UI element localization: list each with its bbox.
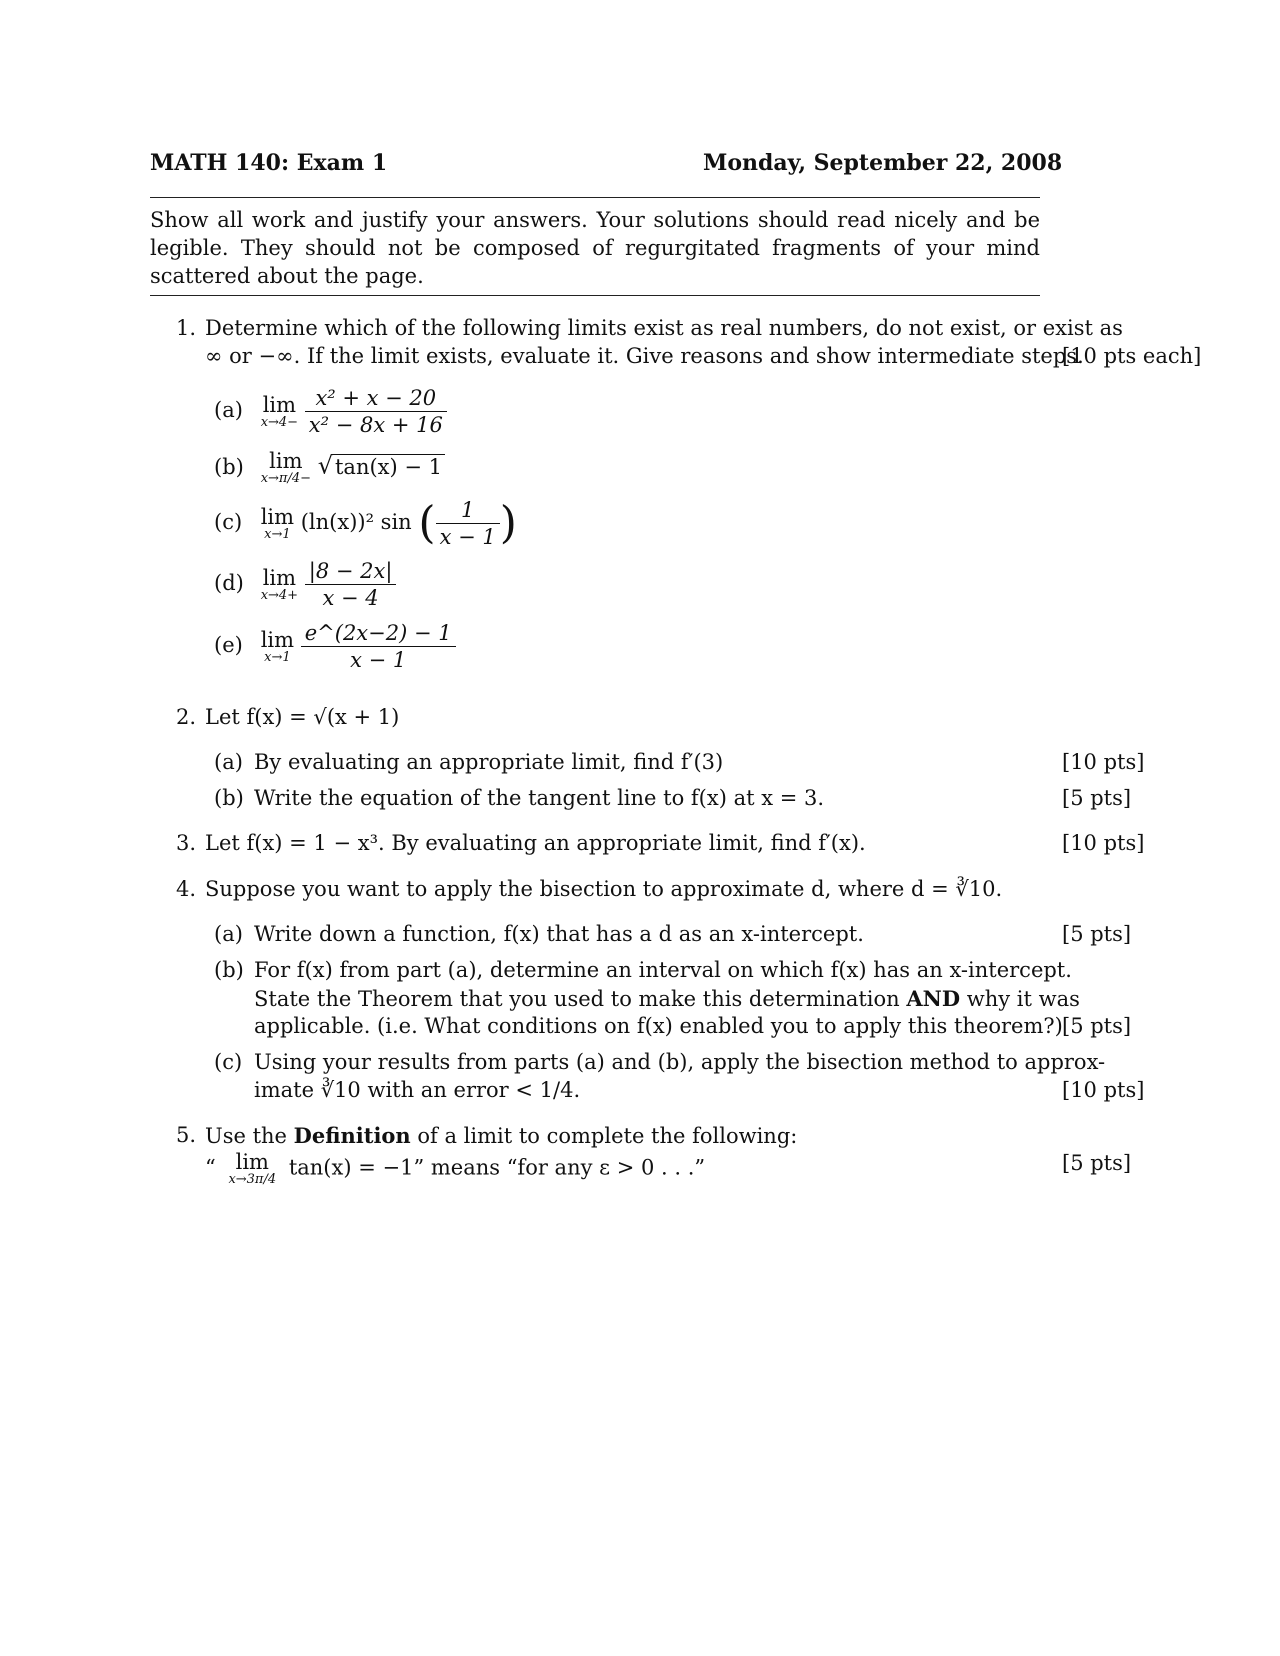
q2a-text: By evaluating an appropriate limit, find f′(3) [254, 750, 724, 774]
q2b-points: [5 pts] [1062, 786, 1132, 810]
q1c-expression: (ln(x))² sin [300, 510, 412, 534]
q3-number: 3. [176, 831, 197, 855]
q5-lim-sub: x→3π/4 [228, 1172, 277, 1187]
instructions: Show all work and justify your answers. Your solutions should read nicely and be legible. They should not be composed of regurgitated fragments of your mind scattered about the page. [150, 208, 1040, 288]
q1a-denominator: x² − 8x + 16 [308, 413, 443, 437]
q3-points: [10 pts] [1062, 831, 1145, 855]
q4b-and-emphasis: AND [906, 986, 961, 1011]
q4c-line2: imate ∛10 with an error < 1/4. [254, 1078, 581, 1102]
q1-points: [10 pts each] [1062, 344, 1202, 368]
q1a-fraction [305, 385, 447, 438]
q4a-label: (a) [214, 922, 243, 946]
q5-statement-text: tan(x) = −1” means “for any ε > 0 . . .” [288, 1155, 706, 1180]
q4a-text: Write down a function, f(x) that has a d as an x-intercept. [254, 922, 864, 946]
exam-date: Monday, September 22, 2008 [703, 150, 1063, 176]
q1d [214, 558, 396, 611]
q4b-line2-start: State the Theorem that you used to make this determination [254, 987, 907, 1011]
q1b-limit [261, 450, 311, 486]
q1d-fraction [305, 558, 397, 611]
q4b-line2-end: why it was [960, 987, 1080, 1011]
q5-statement [205, 1151, 705, 1187]
q1e-fraction [301, 620, 456, 673]
q2b-label: (b) [214, 786, 244, 810]
q5-text [205, 1123, 797, 1148]
q4b-line1: For f(x) from part (a), determine an interval on which f(x) has an x-intercept. [254, 958, 1072, 982]
left-paren-icon: ( [418, 497, 436, 549]
course-title: MATH 140: Exam 1 [150, 150, 388, 176]
q1c-lim-sub: x→1 [264, 526, 291, 542]
q4b-points: [5 pts] [1062, 1014, 1132, 1038]
q4-number: 4. [176, 877, 197, 901]
q1a-lim-sub: x→4− [260, 414, 299, 430]
q2b-text: Write the equation of the tangent line to f(x) at x = 3. [254, 786, 825, 810]
q1b-lim-word: lim [269, 449, 303, 473]
q1b-radicand: tan(x) − 1 [333, 454, 445, 479]
q1e-denominator: x − 1 [350, 648, 407, 672]
q1c-lim-word: lim [260, 504, 295, 529]
q1e-label: (e) [214, 633, 243, 657]
instructions-divider [150, 295, 1040, 296]
q1c-numerator: 1 [436, 497, 500, 524]
q2a-label: (a) [214, 750, 243, 774]
q5-text-start: Use the [205, 1124, 294, 1148]
q1a-label: (a) [214, 398, 243, 422]
q3-text: Let f(x) = 1 − x³. By evaluating an appropriate limit, find f′(x). [205, 831, 866, 855]
q1b-lim-sub: x→π/4− [260, 471, 311, 486]
q5-number: 5. [176, 1123, 197, 1147]
q1d-denominator: x − 4 [322, 586, 379, 610]
q1e-lim-word: lim [260, 627, 295, 652]
q2-text: Let f(x) = √(x + 1) [205, 705, 400, 729]
q4a-points: [5 pts] [1062, 922, 1132, 946]
q5-lim-word: lim [235, 1150, 269, 1174]
radical-icon: √ [317, 451, 333, 480]
q2a-points: [10 pts] [1062, 750, 1145, 774]
q1e-lim-sub: x→1 [264, 649, 291, 665]
q1e-limit [261, 629, 294, 665]
q1e [214, 620, 456, 673]
q1a-numerator: x² + x − 20 [305, 385, 447, 412]
q1c-fraction [436, 497, 500, 550]
q1a [214, 385, 447, 438]
q1c [214, 497, 517, 550]
q4c-label: (c) [214, 1050, 243, 1074]
q1d-label: (d) [214, 571, 244, 595]
q1-number: 1. [176, 316, 197, 340]
q1c-limit [261, 506, 294, 542]
q5-text-end: of a limit to complete the following: [410, 1124, 798, 1148]
q1d-lim-sub: x→4+ [260, 587, 299, 603]
q1-text-line2: ∞ or −∞. If the limit exists, evaluate it. Give reasons and show intermediate steps. [205, 344, 1084, 368]
q5-limit [228, 1151, 276, 1187]
q4c-line1: Using your results from parts (a) and (b), apply the bisection method to approx- [254, 1050, 1106, 1074]
q5-points: [5 pts] [1062, 1151, 1132, 1175]
q1-text-line1: Determine which of the following limits exist as real numbers, do not exist, or exist as [205, 316, 1123, 340]
header-divider [150, 197, 1040, 198]
q1a-limit [261, 394, 298, 430]
q1d-limit [261, 567, 298, 603]
q1d-numerator: |8 − 2x| [305, 558, 397, 585]
q1c-label: (c) [214, 510, 243, 534]
q1c-denominator: x − 1 [439, 525, 496, 549]
q4b-label: (b) [214, 958, 244, 982]
q4-text: Suppose you want to apply the bisection to approximate d, where d = ∛10. [205, 877, 1003, 901]
q4c-points: [10 pts] [1062, 1078, 1145, 1102]
q1b-label: (b) [214, 454, 244, 479]
q2-number: 2. [176, 705, 197, 729]
q1e-numerator: e^(2x−2) − 1 [301, 620, 456, 647]
q1b [214, 450, 445, 486]
q4b-line3: applicable. (i.e. What conditions on f(x) enabled you to apply this theorem?) [254, 1014, 1063, 1038]
q1a-lim-word: lim [262, 392, 297, 417]
q5-open-quote: “ [205, 1155, 216, 1180]
q4b-line2 [254, 986, 1080, 1011]
q5-definition-emphasis: Definition [293, 1123, 411, 1148]
q1d-lim-word: lim [262, 565, 297, 590]
right-paren-icon: ) [499, 497, 517, 549]
